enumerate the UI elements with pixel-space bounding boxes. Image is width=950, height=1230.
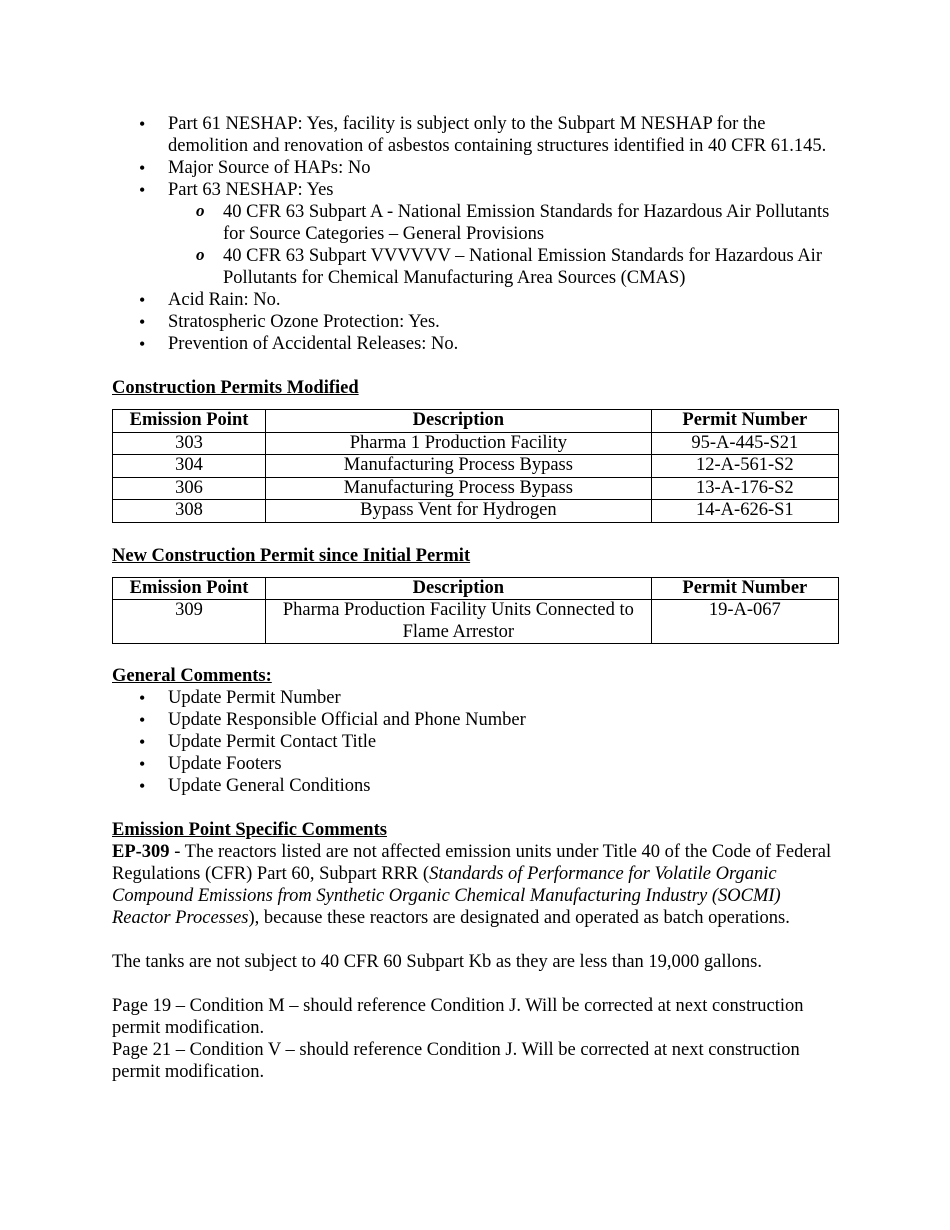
table-row (113, 600, 839, 644)
table-cell: 14-A-626-S1 (651, 500, 838, 523)
table-row (113, 477, 839, 500)
permits-modified-table (112, 409, 839, 523)
list-item: • Update Permit Contact Title (112, 731, 842, 753)
table-cell: 309 (113, 600, 266, 644)
document-body (112, 113, 842, 1083)
list-item: • Part 61 NESHAP: Yes, facility is subject only to the Subpart M NESHAP for the demolition and renovation of asbestos containing structures identified in 40 CFR 61.145. (112, 113, 842, 157)
list-item: • Acid Rain: No. (112, 289, 842, 311)
list-item: • Update Permit Number (112, 687, 842, 709)
table-cell: 12-A-561-S2 (651, 455, 838, 478)
table-cell: 303 (113, 432, 266, 455)
section-heading-general-comments: General Comments: (112, 666, 272, 686)
table-cell: 306 (113, 477, 266, 500)
page19-note: Page 19 – Condition M – should reference Condition J. Will be corrected at next construction permit modification. (112, 996, 804, 1038)
section-heading-permits-modified: Construction Permits Modified (112, 378, 359, 398)
section-heading-new-permit: New Construction Permit since Initial Permit (112, 545, 471, 566)
list-item: • Update General Conditions (112, 775, 842, 797)
table-row (113, 432, 839, 455)
column-header: Description (266, 410, 652, 433)
table-header-row (113, 577, 839, 600)
sub-list-item: o 40 CFR 63 Subpart A - National Emission Standards for Hazardous Air Pollutants for Source Categories – General Provisions (112, 201, 842, 245)
table-row (113, 500, 839, 523)
column-header: Permit Number (651, 410, 838, 433)
general-comments-list (112, 687, 842, 797)
table-cell: Bypass Vent for Hydrogen (266, 500, 652, 523)
sub-list-item: o 40 CFR 63 Subpart VVVVVV – National Emission Standards for Hazardous Air Pollutants for Chemical Manufacturing Area Sources (CMAS) (112, 245, 842, 289)
part63-sublist (168, 201, 842, 289)
column-header: Description (266, 577, 652, 600)
table-cell: Pharma Production Facility Units Connected to Flame Arrestor (266, 600, 652, 644)
paragraph-text: - The reactors listed are not affected emission units under Title 40 of the Code of Federal Regulations (CFR) Part 60, Subpart RRR ( (112, 842, 832, 884)
paragraph-text: ), because these reactors are designated and operated as batch operations. (248, 908, 790, 928)
list-item: • Major Source of HAPs: No (112, 157, 842, 179)
tanks-paragraph: The tanks are not subject to 40 CFR 60 Subpart Kb as they are less than 19,000 gallons. (112, 952, 762, 972)
table-cell: 304 (113, 455, 266, 478)
table-cell: Pharma 1 Production Facility (266, 432, 652, 455)
page21-note: Page 21 – Condition V – should reference Condition J. Will be corrected at next construction permit modification. (112, 1040, 800, 1082)
section-heading-specific-comments: Emission Point Specific Comments (112, 820, 387, 840)
column-header: Emission Point (113, 577, 266, 600)
table-cell: Manufacturing Process Bypass (266, 455, 652, 478)
table-cell: 95-A-445-S21 (651, 432, 838, 455)
list-item: • Stratospheric Ozone Protection: Yes. (112, 311, 842, 333)
applicability-list (112, 113, 842, 355)
ep-309-paragraph (112, 841, 842, 929)
table-cell: 308 (113, 500, 266, 523)
list-item: • Prevention of Accidental Releases: No. (112, 333, 842, 355)
standard-title: Standards of Performance for Volatile Organic Compound Emissions from Synthetic Organic Chemical Manufacturing Industry (SOCMI) Reactor Processes (112, 864, 781, 928)
list-item-label: Part 63 NESHAP: Yes (168, 180, 334, 200)
table-cell: 19-A-067 (651, 600, 838, 644)
table-row (113, 455, 839, 478)
list-item: • Update Footers (112, 753, 842, 775)
list-item (112, 179, 842, 289)
table-cell: 13-A-176-S2 (651, 477, 838, 500)
column-header: Permit Number (651, 577, 838, 600)
table-cell: Manufacturing Process Bypass (266, 477, 652, 500)
ep-label: EP-309 (112, 842, 170, 862)
column-header: Emission Point (113, 410, 266, 433)
table-header-row (113, 410, 839, 433)
list-item: • Update Responsible Official and Phone Number (112, 709, 842, 731)
new-permit-table (112, 577, 839, 645)
